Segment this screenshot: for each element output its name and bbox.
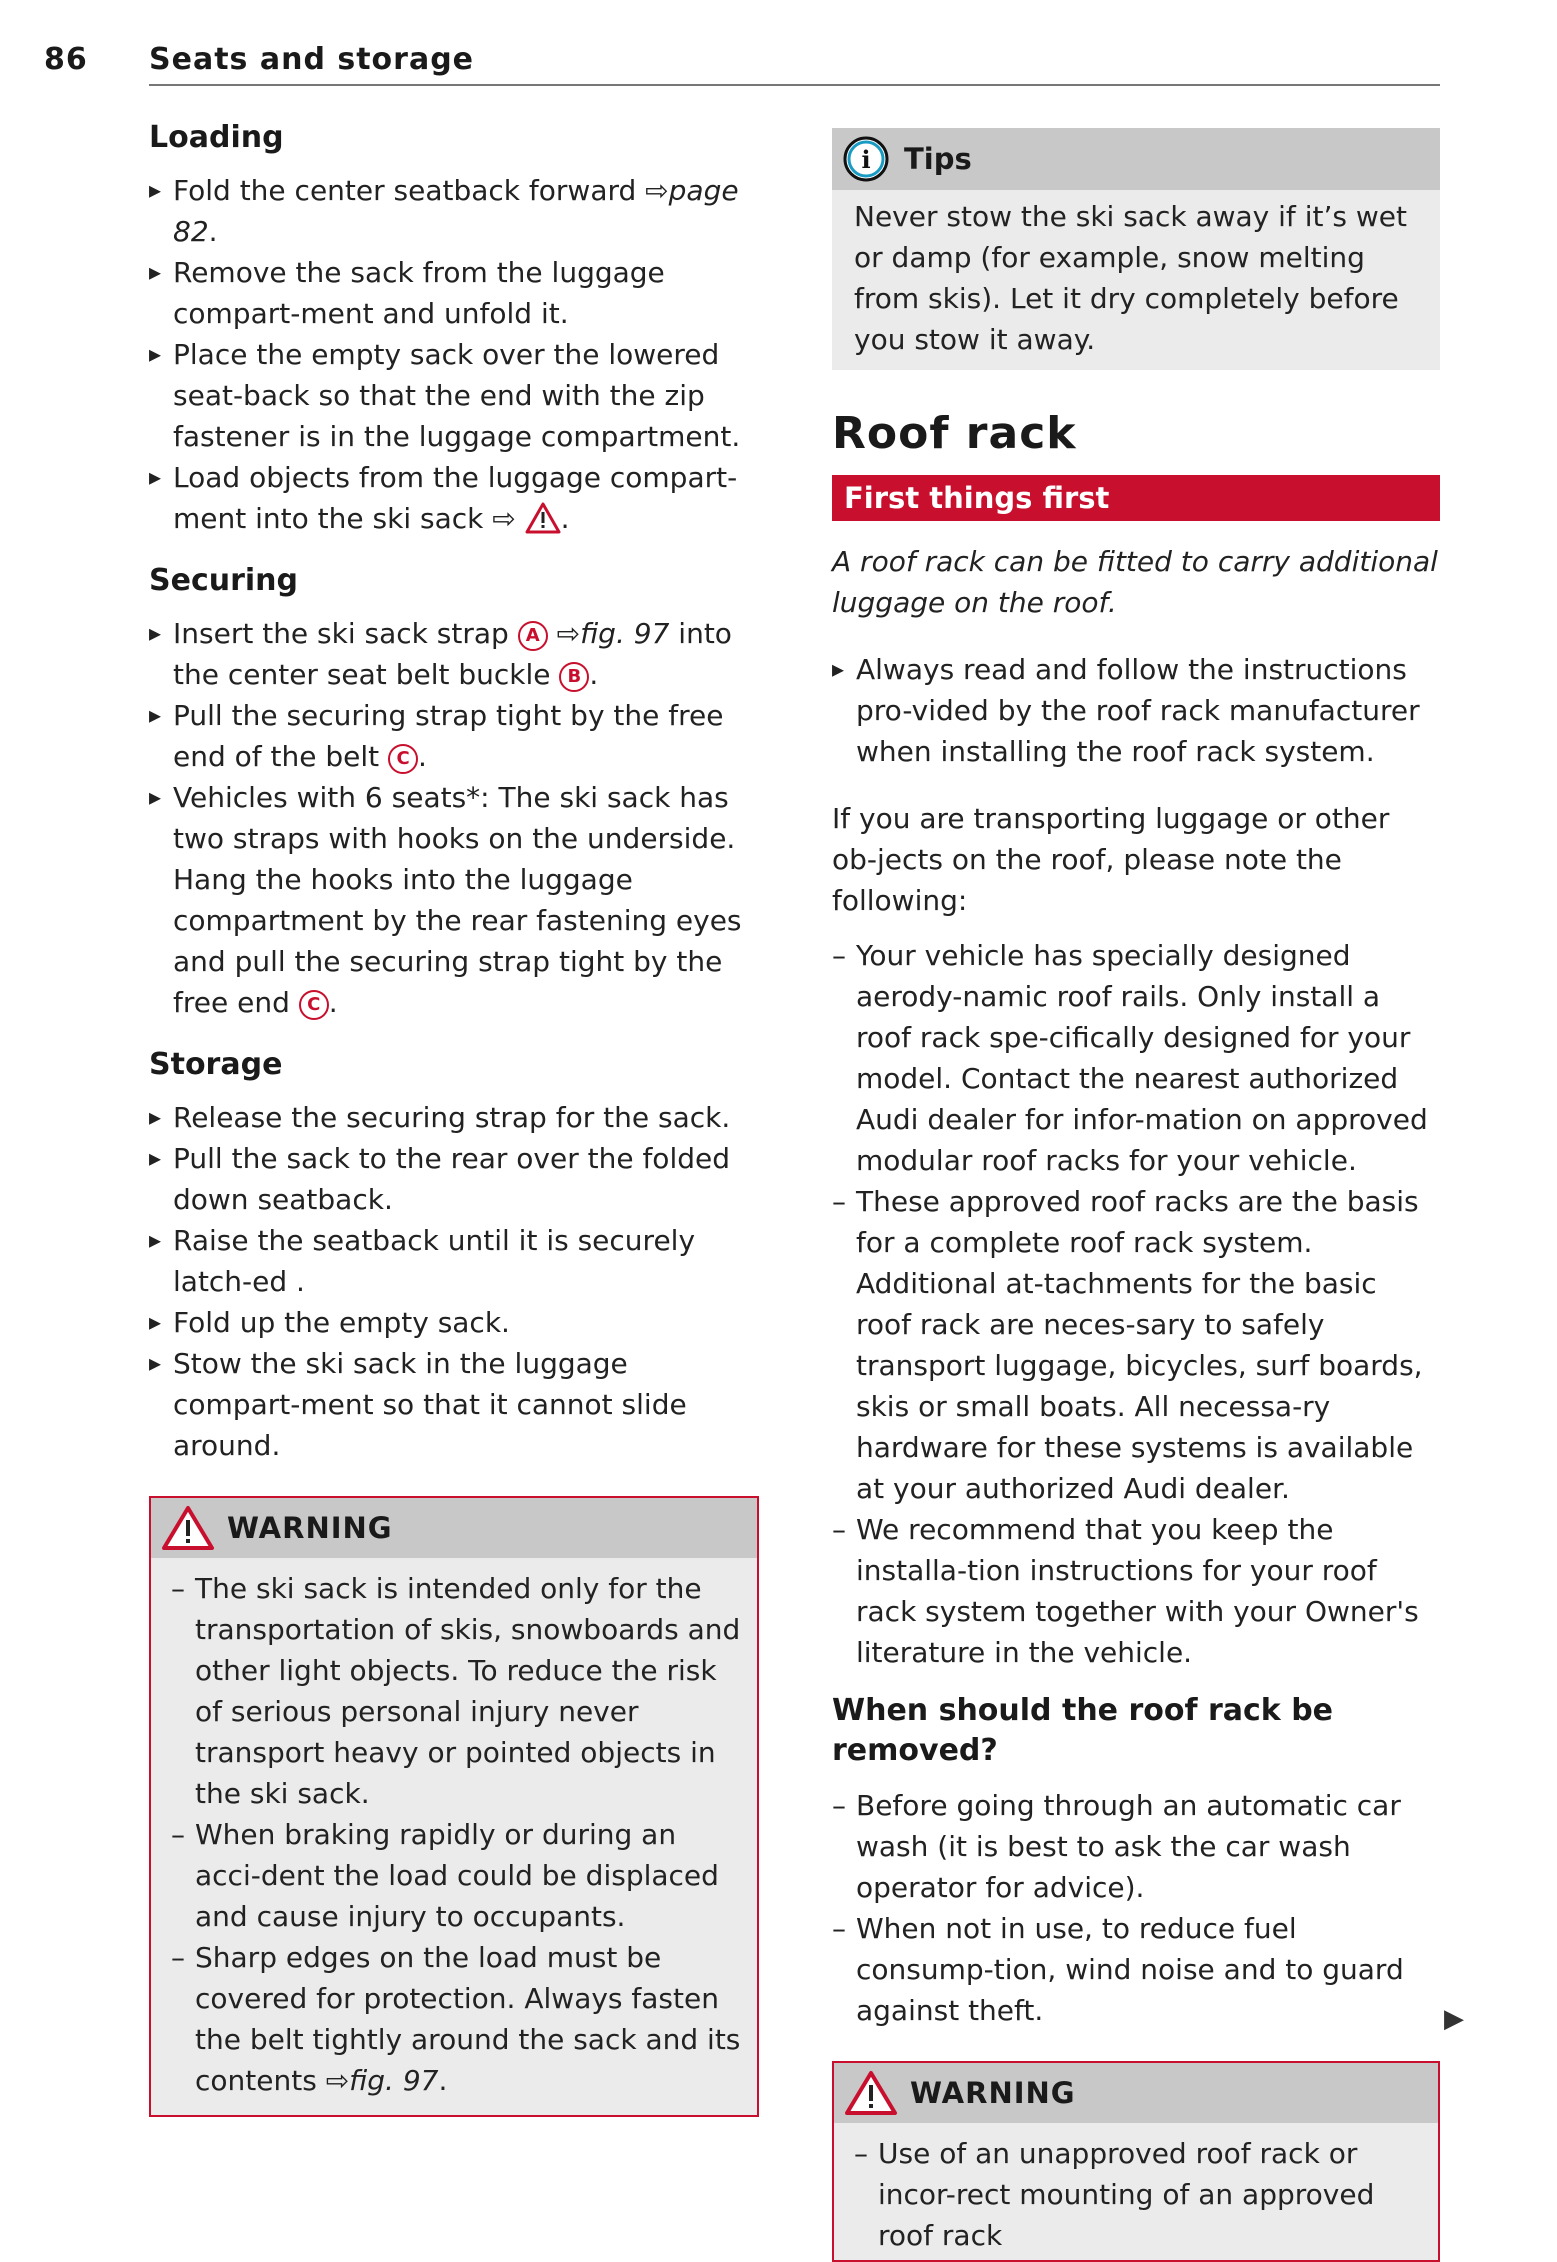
section-banner: First things first xyxy=(832,475,1440,521)
list-item: – When not in use, to reduce fuel consump-tion, wind noise and to guard against theft. xyxy=(832,1908,1440,2031)
section-intro: A roof rack can be fitted to carry additional luggage on the roof. xyxy=(832,545,1438,619)
continue-arrow-icon: ▶ xyxy=(1444,2004,1464,2034)
marker-c: C xyxy=(388,744,418,774)
roof-rack-instruction xyxy=(832,649,1440,772)
list-item: ▸ Place the empty sack over the lowered seat-back so that the end with the zip fastener is in the luggage compartment. xyxy=(149,334,759,457)
list-item: ▸ Vehicles with 6 seats*: The ski sack has two straps with hooks on the underside. Hang the hooks into the luggage compartment by the rear fastening eyes and pull the securing strap tight by the free end C . xyxy=(149,777,759,1023)
warning-body xyxy=(151,1558,757,2115)
section-title: Roof rack xyxy=(832,408,1077,459)
left-column xyxy=(149,118,759,2117)
list-item: – The ski sack is intended only for the transportation of skis, snowboards and other light objects. To reduce the risk of serious personal injury never transport heavy or pointed objects in the ski sack. xyxy=(171,1568,743,1814)
warning-triangle-icon xyxy=(161,1505,215,1551)
tips-header xyxy=(832,128,1440,190)
list-item: – Sharp edges on the load must be covered for protection. Always fasten the belt tightly around the sack and its contents ⇨fig. 97. xyxy=(171,1937,743,2101)
info-icon-letter: i xyxy=(861,145,871,174)
tips-label: Tips xyxy=(904,142,972,176)
figure-ref-link[interactable]: fig. 97 xyxy=(580,617,670,650)
storage-heading: Storage xyxy=(149,1047,283,1082)
list-item: ▸ Fold the center seatback forward ⇨page 82. xyxy=(149,170,759,252)
list-item: – We recommend that you keep the installa-tion instructions for your roof rack system together with your Owner's literature in the vehicle. xyxy=(832,1509,1440,1673)
roof-rack-paragraph: If you are transporting luggage or other ob-jects on the roof, please note the following: xyxy=(832,802,1390,917)
tips-text: Never stow the ski sack away if it’s wet or damp (for example, snow melting from skis). Let it dry completely before you stow it away. xyxy=(854,200,1407,356)
marker-b: B xyxy=(559,662,589,692)
tips-box xyxy=(832,128,1440,370)
removal-list xyxy=(832,1785,1440,2031)
header-divider xyxy=(149,84,1440,86)
list-item: ▸ Remove the sack from the luggage compart-ment and unfold it. xyxy=(149,252,759,334)
loading-heading: Loading xyxy=(149,120,284,155)
cross-ref-arrow: ⇨ xyxy=(492,502,516,535)
cross-ref-arrow: ⇨ xyxy=(325,2064,350,2097)
list-item: ▸ Always read and follow the instructions pro-vided by the roof rack manufacturer when installing the roof rack system. xyxy=(832,649,1440,772)
warning-items xyxy=(854,2133,1424,2256)
removal-heading: When should the roof rack be removed? xyxy=(832,1693,1334,1768)
warning-triangle-icon xyxy=(844,2070,898,2116)
warning-label: WARNING xyxy=(910,2076,1076,2110)
roof-rack-warning-box xyxy=(832,2061,1440,2262)
list-item: ▸ Stow the ski sack in the luggage compart-ment so that it cannot slide around. xyxy=(149,1343,759,1466)
list-item: – Use of an unapproved roof rack or incor-rect mounting of an approved roof rack xyxy=(854,2133,1424,2256)
storage-steps xyxy=(149,1097,759,1466)
list-item: – Before going through an automatic car wash (it is best to ask the car wash operator for advice). xyxy=(832,1785,1440,1908)
warning-body xyxy=(834,2123,1438,2260)
loading-steps xyxy=(149,170,759,539)
securing-heading: Securing xyxy=(149,563,299,598)
info-icon xyxy=(842,135,890,183)
right-column xyxy=(832,128,1440,2262)
warning-triangle-icon xyxy=(525,502,561,534)
list-item: – When braking rapidly or during an acci-dent the load could be displaced and cause injury to occupants. xyxy=(171,1814,743,1937)
warning-header xyxy=(834,2063,1438,2123)
chapter-title: Seats and storage xyxy=(149,42,475,77)
marker-c: C xyxy=(299,990,329,1020)
warning-items xyxy=(171,1568,743,2101)
cross-ref-arrow: ⇨ xyxy=(645,174,669,207)
ski-sack-warning-box xyxy=(149,1496,759,2117)
list-item: ▸ Insert the ski sack strap A ⇨fig. 97 into the center seat belt buckle B . xyxy=(149,613,759,695)
list-item: ▸ Pull the securing strap tight by the free end of the belt C . xyxy=(149,695,759,777)
list-item: – These approved roof racks are the basis for a complete roof rack system. Additional at-tachments for the basic roof rack are neces-sary to safely transport luggage, bicycles, surf boards, skis or small boats. All necessa-ry hardware for these systems is available at your authorized Audi dealer. xyxy=(832,1181,1440,1509)
list-item: ▸ Raise the seatback until it is securely latch-ed . xyxy=(149,1220,759,1302)
list-item: ▸ Fold up the empty sack. xyxy=(149,1302,759,1343)
list-item: ▸ Pull the sack to the rear over the folded down seatback. xyxy=(149,1138,759,1220)
list-item: ▸ Release the securing strap for the sack. xyxy=(149,1097,759,1138)
page-ref-link[interactable]: page 82 xyxy=(173,174,739,248)
cross-ref-arrow: ⇨ xyxy=(556,617,581,650)
warning-header xyxy=(151,1498,757,1558)
list-item: ▸ Load objects from the luggage compart-ment into the ski sack ⇨ . xyxy=(149,457,759,539)
roof-rack-notes xyxy=(832,935,1440,1673)
figure-ref-link[interactable]: fig. 97 xyxy=(349,2064,439,2097)
page-number: 86 xyxy=(44,42,88,77)
warning-label: WARNING xyxy=(227,1511,393,1545)
marker-a: A xyxy=(518,621,548,651)
list-item: – Your vehicle has specially designed aerody-namic roof rails. Only install a roof rack spe-cifically designed for your model. Contact the nearest authorized Audi dealer for infor-mation on approved modular roof racks for your vehicle. xyxy=(832,935,1440,1181)
securing-steps xyxy=(149,613,759,1023)
